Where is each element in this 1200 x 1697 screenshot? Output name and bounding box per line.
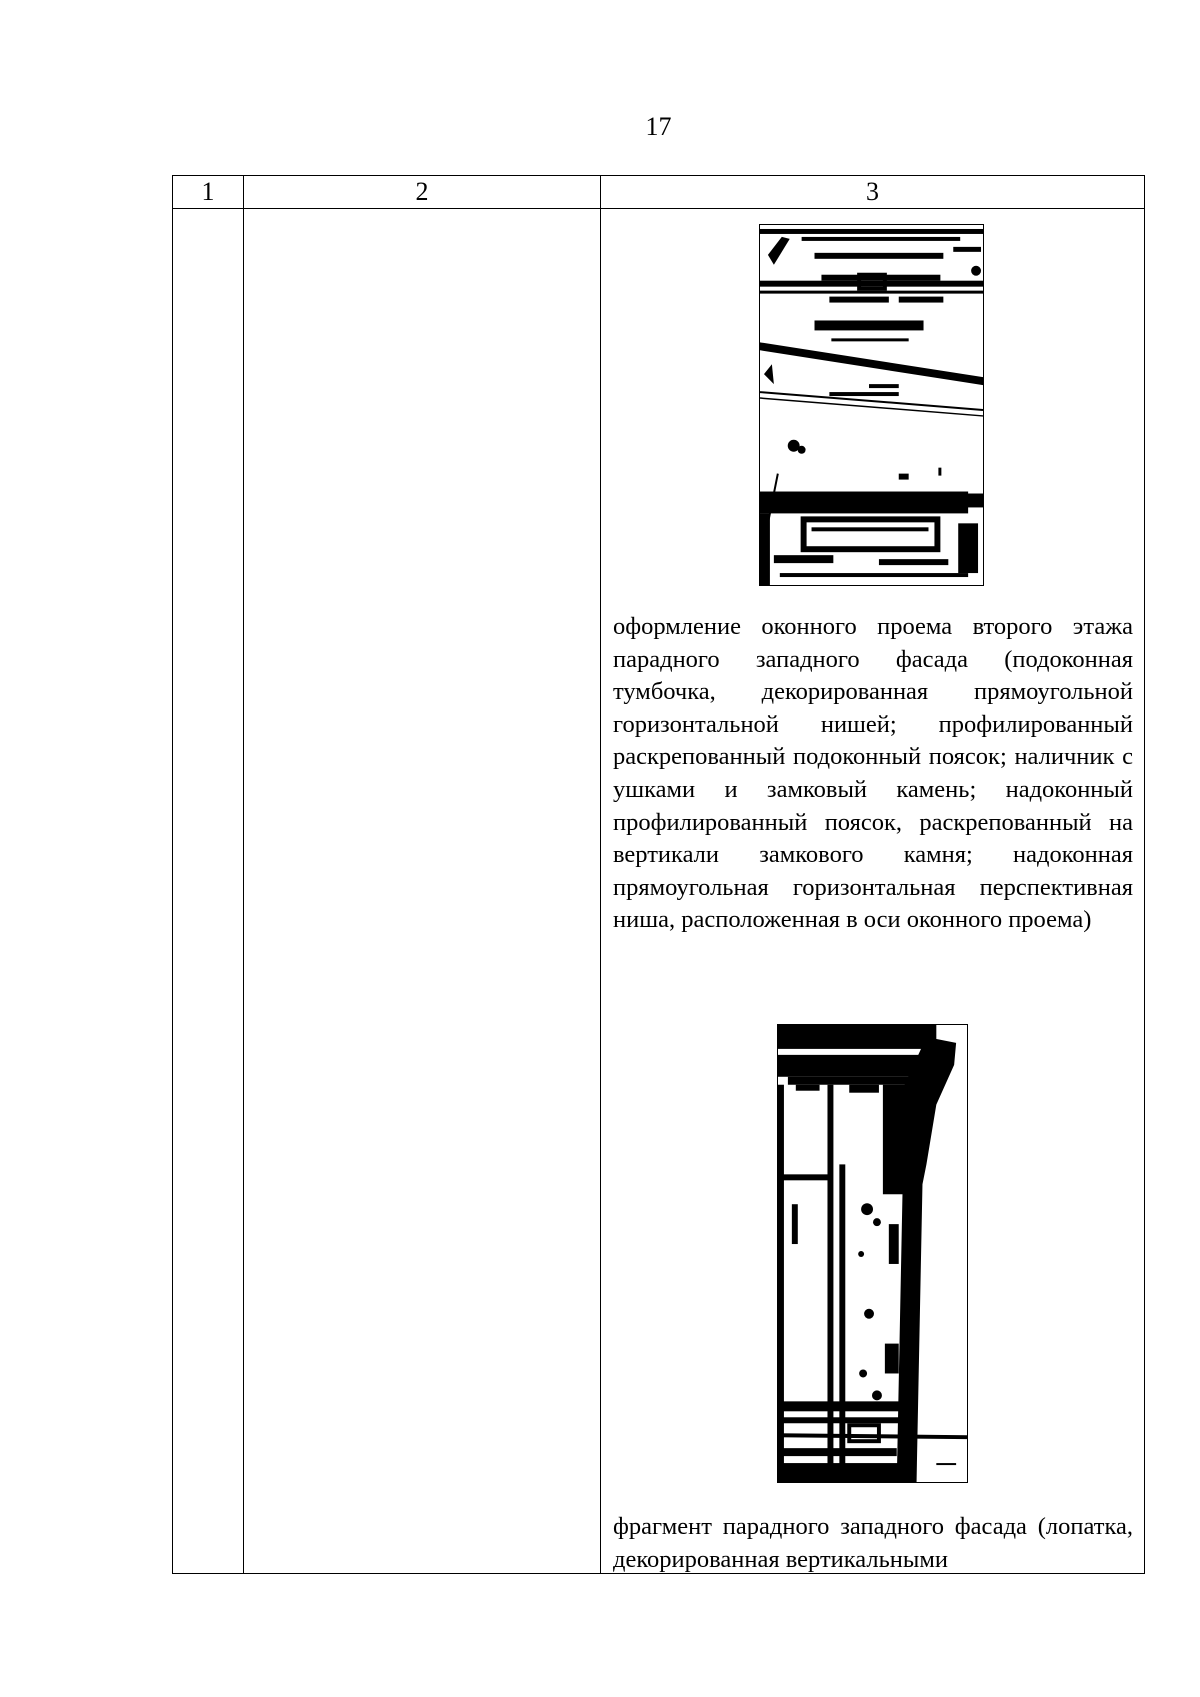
row-cell-description [601, 209, 1145, 1574]
window-description-text: оформление оконного проема второго этажа парадного западного фасада (подоконная тумбочка, декорированная прямоугольной горизонтальной нишей; профилированный раскрепованный подоконный поясок; наличник с ушками и замковый камень; надоконный профилированный поясок, раскрепованный на вертикали замкового камня; надоконная прямоугольная горизонтальная перспективная ниша, расположенная в оси оконного проема) [613, 613, 1133, 934]
column-header-3: 3 [601, 176, 1145, 209]
object-description-table [172, 175, 1145, 1574]
facade-window-photo [759, 224, 984, 586]
table-row [173, 209, 1145, 1574]
column-header-2: 2 [244, 176, 601, 209]
pilaster-description-text: фрагмент парадного западного фасада (лопатка, декорированная вертикальными [613, 1513, 1133, 1573]
row-cell-name [244, 209, 601, 1574]
row-cell-number [173, 209, 244, 1574]
column-header-1: 1 [173, 176, 244, 209]
page-number: 17 [645, 112, 672, 141]
facade-pilaster-photo [777, 1024, 968, 1483]
table-header-row [173, 176, 1145, 209]
